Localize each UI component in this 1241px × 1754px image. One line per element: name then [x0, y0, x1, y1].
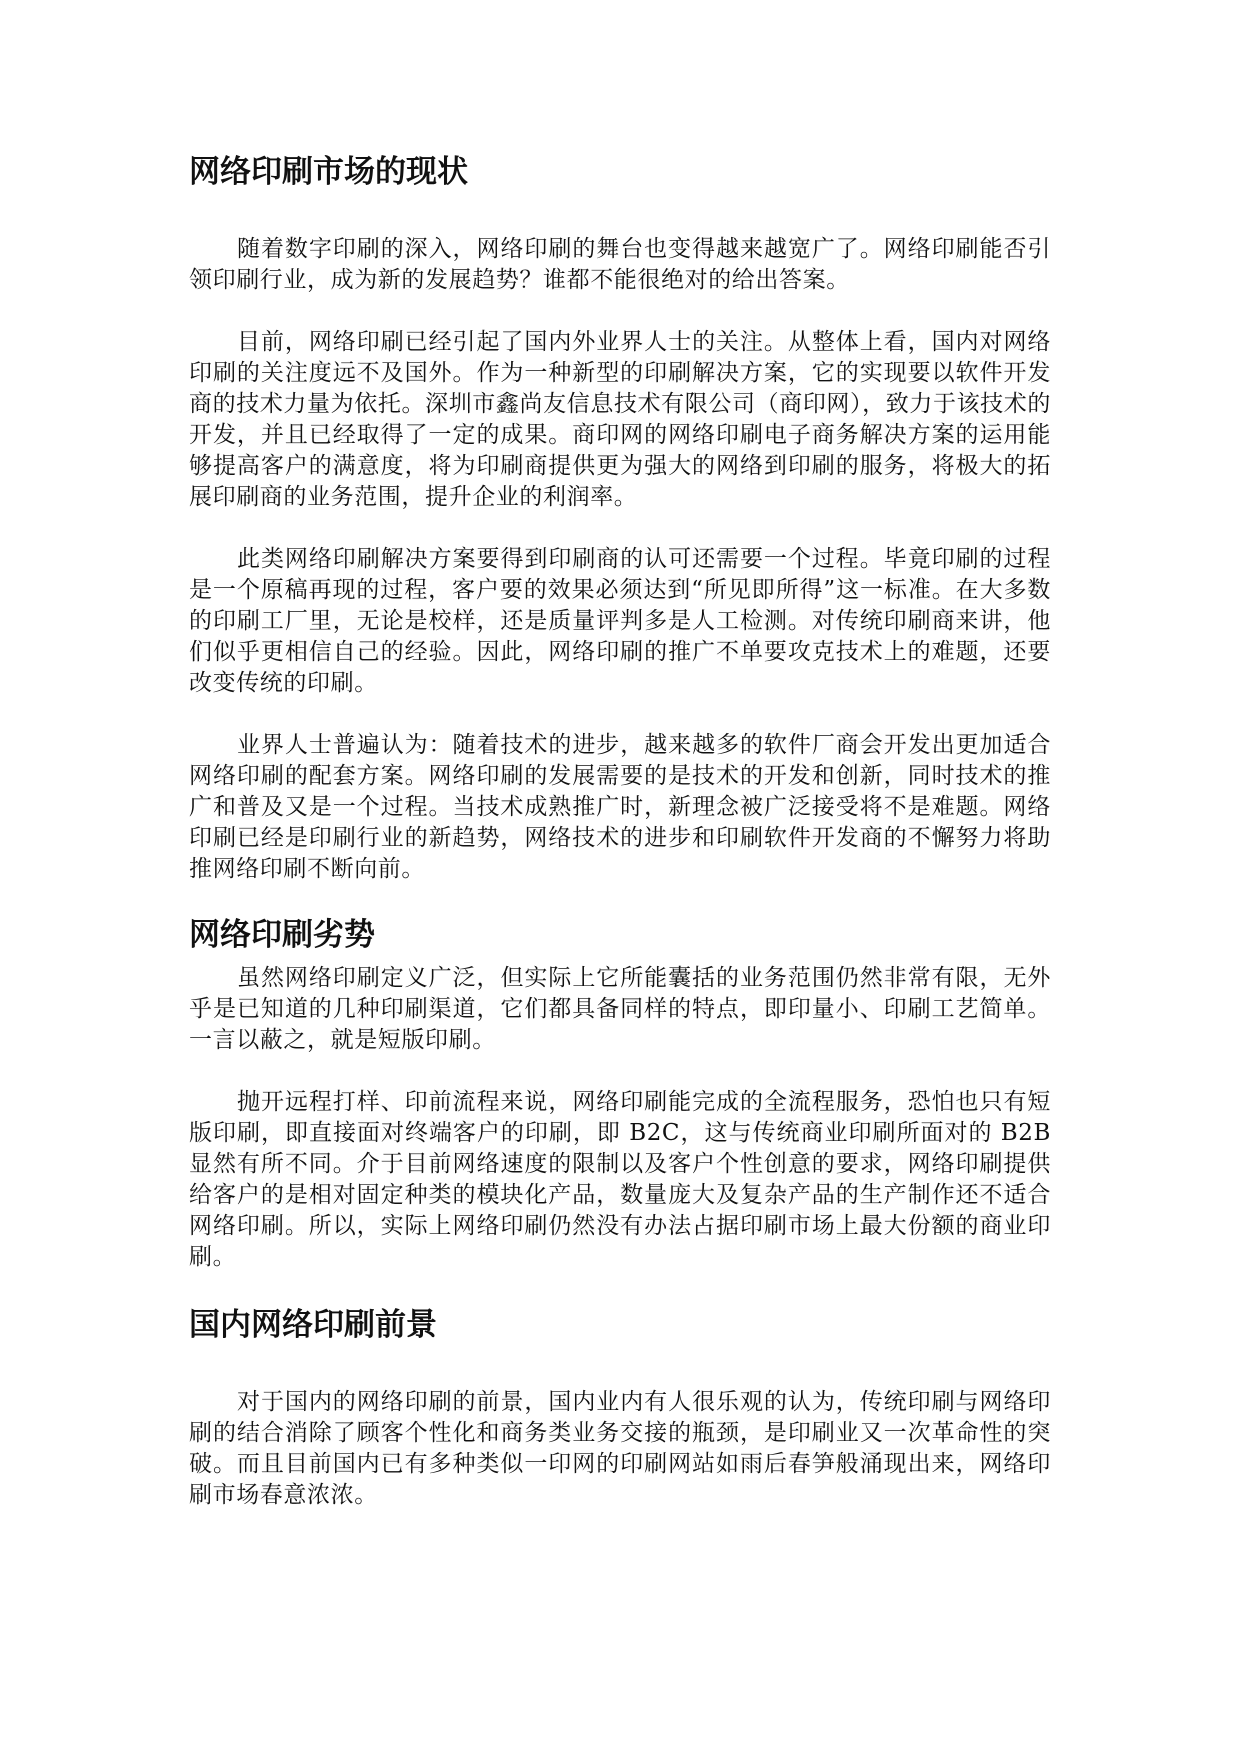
paragraph: 业界人士普遍认为：随着技术的进步，越来越多的软件厂商会开发出更加适合网络印刷的配套方案。网络印刷的发展需要的是技术的开发和创新，同时技术的推广和普及又是一个过程。当技术成熟推广时，新理念被广泛接受将不是难题。网络印刷已经是印刷行业的新趋势，网络技术的进步和印刷软件开发商的不懈努力将助推网络印刷不断向前。	[189, 732, 1051, 882]
document-page	[189, 150, 1051, 1511]
section-heading-domestic-prospects: 国内网络印刷前景	[189, 1307, 437, 1343]
paragraph: 抛开远程打样、印前流程来说，网络印刷能完成的全流程服务，恐怕也只有短版印刷，即直接面对终端客户的印刷，即 B2C，这与传统商业印刷所面对的 B2B 显然有所不同。介于目前网络速度的限制以及客户个性创意的要求，网络印刷提供给客户的是相对固定种类的模块化产品，数量庞大及复杂产品的生产制作还不适合网络印刷。所以，实际上网络印刷仍然没有办法占据印刷市场上最大份额的商业印刷。	[189, 1089, 1051, 1270]
paragraph: 目前，网络印刷已经引起了国内外业界人士的关注。从整体上看，国内对网络印刷的关注度远不及国外。作为一种新型的印刷解决方案，它的实现要以软件开发商的技术力量为依托。深圳市鑫尚友信息技术有限公司（商印网），致力于该技术的开发，并且已经取得了一定的成果。商印网的网络印刷电子商务解决方案的运用能够提高客户的满意度，将为印刷商提供更为强大的网络到印刷的服务，将极大的拓展印刷商的业务范围，提升企业的利润率。	[189, 329, 1051, 510]
section-heading-disadvantages: 网络印刷劣势	[189, 917, 375, 953]
paragraph: 此类网络印刷解决方案要得到印刷商的认可还需要一个过程。毕竟印刷的过程是一个原稿再现的过程，客户要的效果必须达到“所见即所得”这一标准。在大多数的印刷工厂里，无论是校样，还是质量评判多是人工检测。对传统印刷商来讲，他们似乎更相信自己的经验。因此，网络印刷的推广不单要攻克技术上的难题，还要改变传统的印刷。	[189, 546, 1051, 696]
paragraph: 对于国内的网络印刷的前景，国内业内有人很乐观的认为，传统印刷与网络印刷的结合消除了顾客个性化和商务类业务交接的瓶颈，是印刷业又一次革命性的突破。而且目前国内已有多种类似一印网的印刷网站如雨后春笋般涌现出来，网络印刷市场春意浓浓。	[189, 1389, 1051, 1508]
paragraph: 虽然网络印刷定义广泛，但实际上它所能囊括的业务范围仍然非常有限，无外乎是已知道的几种印刷渠道，它们都具备同样的特点，即印量小、印刷工艺简单。一言以蔽之，就是短版印刷。	[189, 965, 1051, 1053]
section-heading-market-status: 网络印刷市场的现状	[189, 154, 468, 190]
paragraph: 随着数字印刷的深入，网络印刷的舞台也变得越来越宽广了。网络印刷能否引领印刷行业，成为新的发展趋势？谁都不能很绝对的给出答案。	[189, 236, 1051, 293]
